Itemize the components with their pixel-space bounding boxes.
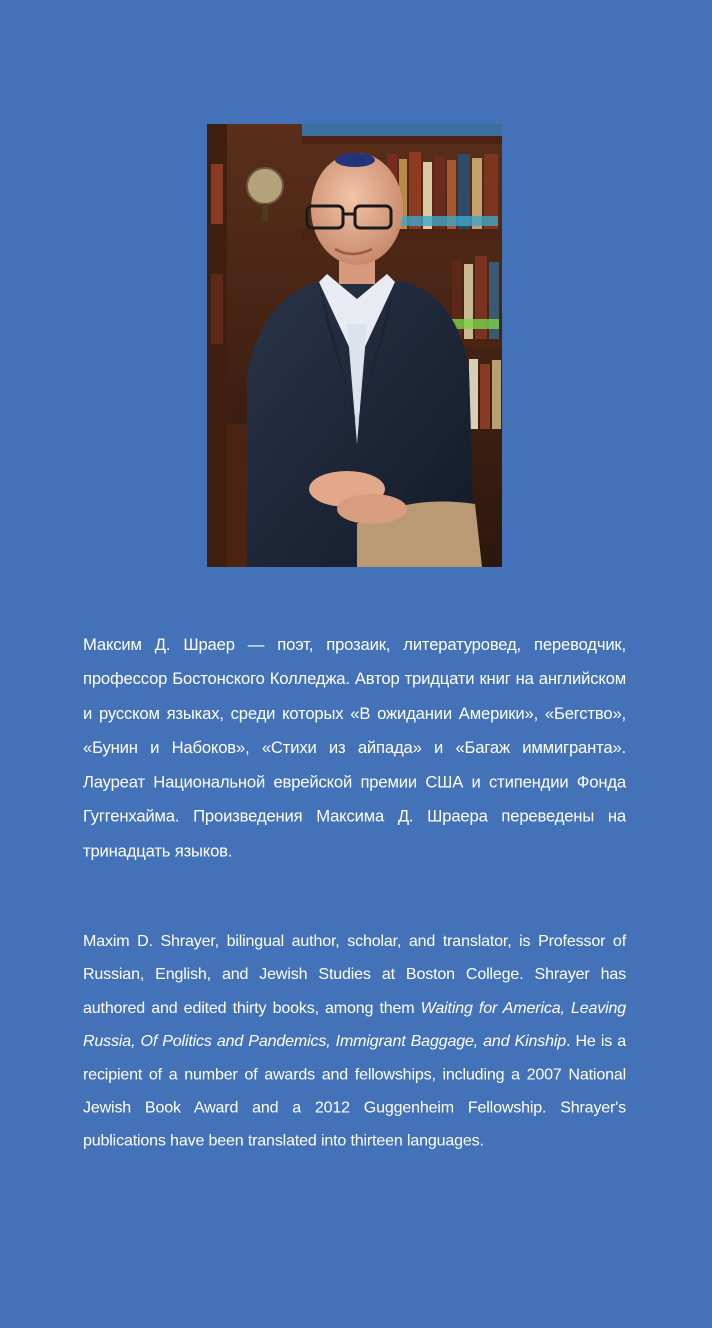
bio-en-book-titles: Waiting for America, Leaving Russia, Of Politics and Pandemics, Immigrant Baggage, and Kinship: [83, 999, 626, 1051]
bio-en-text-start: Maxim D. Shrayer, bilingual author, scholar, and translator, is Professor of Russian, English, and Jewish Studies at Boston College. Shrayer has authored and edited thirty books, among them: [83, 932, 626, 1017]
author-bio-english: [83, 925, 626, 1158]
bio-ru-paragraph: Максим Д. Шраер — поэт, прозаик, литературовед, переводчик, профессор Бостонского Колледжа. Автор тридцати книг на английском и русском языках, среди которых «В ожидании Америки», «Бегство», «Бунин и Набоков», «Стихи из айпада» и «Багаж иммигранта». Лауреат Национальной еврейской премии США и стипендии Фонда Гуггенхайма. Произведения Максима Д. Шраера переведены на тринадцать языков.: [83, 635, 626, 861]
author-photo: [207, 124, 502, 567]
bio-en-paragraph: [83, 925, 626, 1158]
author-bio-russian: [83, 628, 626, 869]
bio-en-text-end: . He is a recipient of a number of awards and fellowships, including a 2007 National Jewish Book Award and a 2012 Guggenheim Fellowship. Shrayer's publications have been translated into thirteen languages.: [83, 1032, 626, 1151]
